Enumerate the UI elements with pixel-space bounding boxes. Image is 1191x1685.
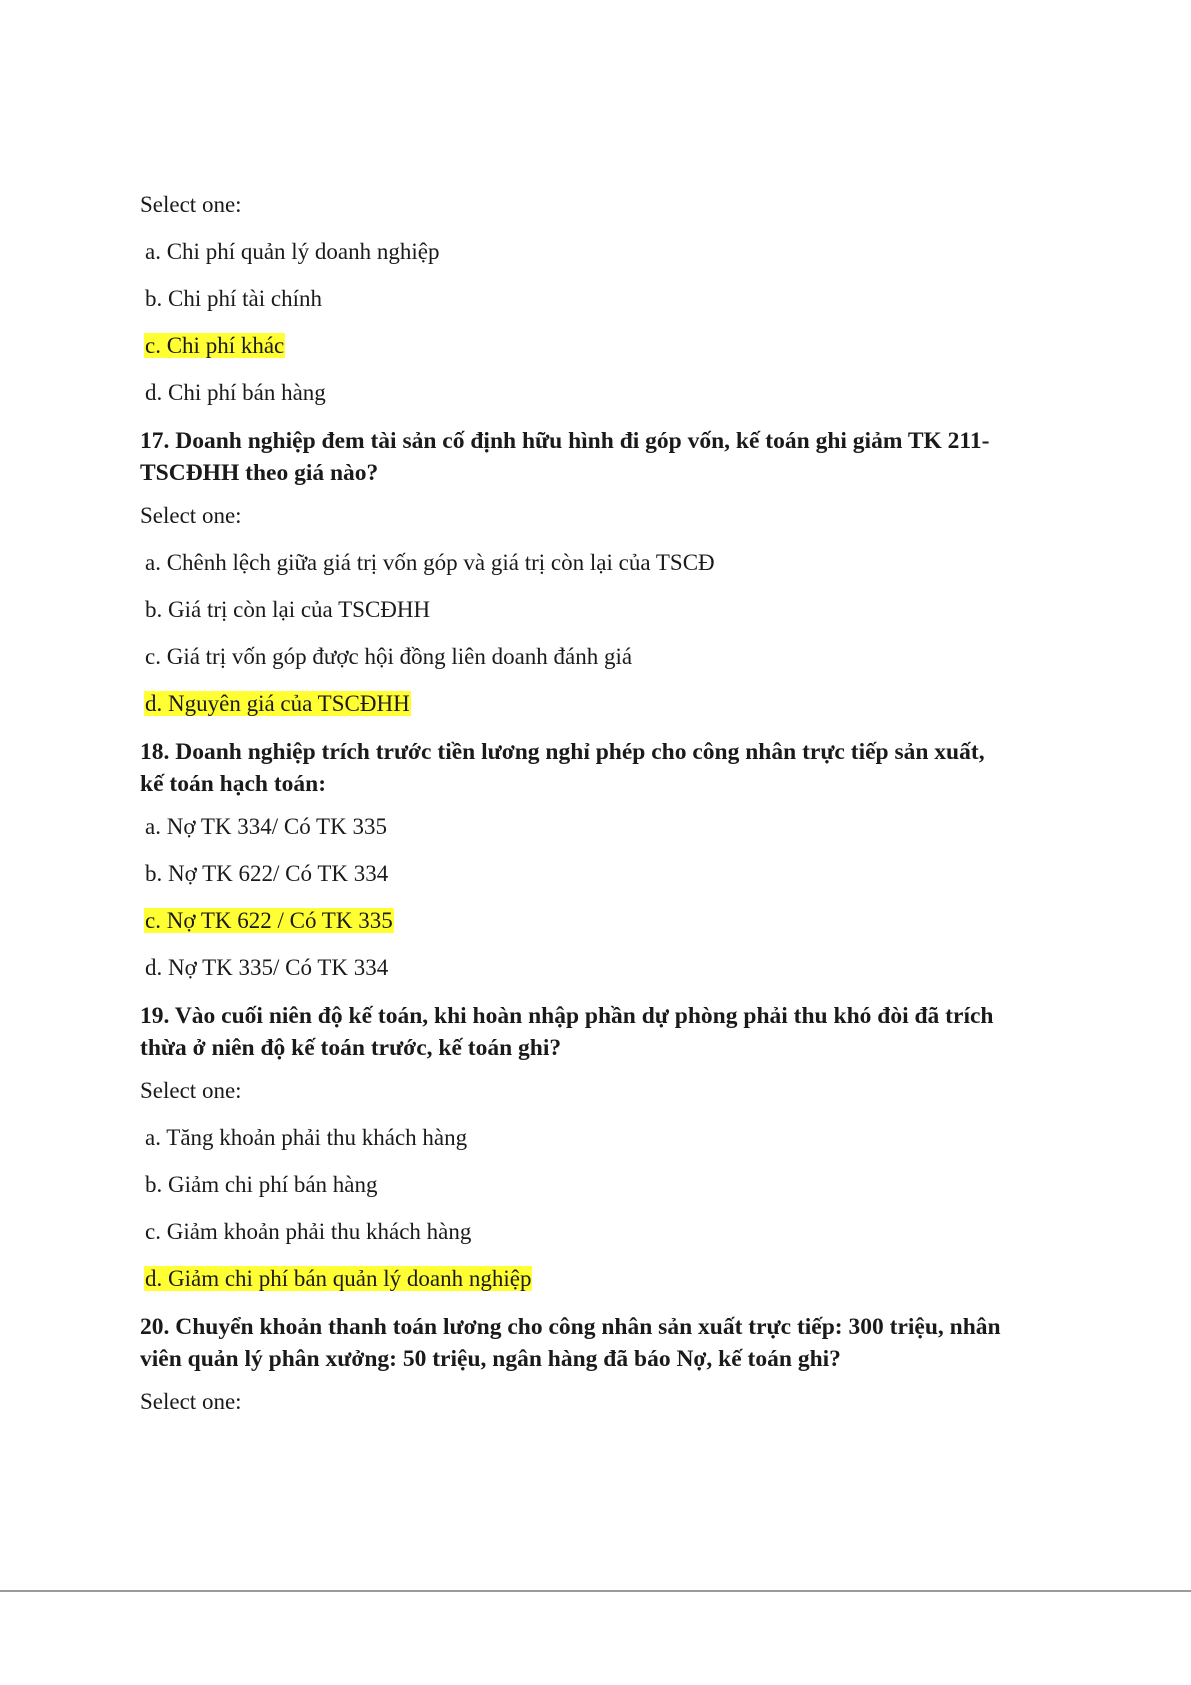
option-b[interactable] (144, 1170, 1060, 1200)
question-text (140, 425, 1060, 489)
question-17 (140, 425, 1060, 719)
option-d[interactable] (144, 378, 1060, 408)
select-one-label: Select one: (140, 192, 242, 217)
option-a[interactable] (144, 237, 1060, 267)
question-18 (140, 736, 1060, 983)
option-b[interactable] (144, 595, 1060, 625)
question-line-1: 19. Vào cuối niên độ kế toán, khi hoàn nhập phần dự phòng phải thu khó đòi đã trích (140, 1003, 994, 1029)
question-text (140, 1311, 1060, 1375)
option-text: b. Giảm chi phí bán hàng (145, 1172, 378, 1197)
select-one-label: Select one: (140, 1389, 242, 1414)
question-text (140, 1000, 1060, 1064)
option-text: d. Giảm chi phí bán quản lý doanh nghiệp (145, 1266, 532, 1291)
option-text: d. Chi phí bán hàng (145, 380, 326, 405)
question-20 (140, 1311, 1060, 1417)
question-line-1: 18. Doanh nghiệp trích trước tiền lương nghỉ phép cho công nhân trực tiếp sản xuất, (140, 739, 985, 765)
option-c-highlighted[interactable] (144, 906, 1060, 936)
select-one-label: Select one: (140, 503, 242, 528)
option-text: a. Nợ TK 334/ Có TK 335 (145, 814, 387, 839)
option-a[interactable] (144, 548, 1060, 578)
option-c-highlighted[interactable] (144, 331, 1060, 361)
option-d-highlighted[interactable] (144, 1264, 1060, 1294)
option-text: a. Chi phí quản lý doanh nghiệp (145, 239, 440, 264)
option-b[interactable] (144, 859, 1060, 889)
question-16-answers (140, 190, 1060, 408)
select-one-label: Select one: (140, 1078, 242, 1103)
option-a[interactable] (144, 812, 1060, 842)
question-line-1: 20. Chuyển khoản thanh toán lương cho công nhân sản xuất trực tiếp: 300 triệu, nhân (140, 1314, 1001, 1340)
quiz-content (140, 190, 1060, 1434)
option-d[interactable] (144, 953, 1060, 983)
next-page-area (0, 1592, 1191, 1685)
option-text: d. Nợ TK 335/ Có TK 334 (145, 955, 389, 980)
option-text: c. Giảm khoản phải thu khách hàng (145, 1219, 472, 1244)
question-line-2: thừa ở niên độ kế toán trước, kế toán ghi? (140, 1035, 562, 1061)
option-b[interactable] (144, 284, 1060, 314)
question-19 (140, 1000, 1060, 1294)
option-text: b. Nợ TK 622/ Có TK 334 (145, 861, 389, 886)
option-c[interactable] (144, 642, 1060, 672)
question-text (140, 736, 1060, 800)
option-text: b. Giá trị còn lại của TSCĐHH (145, 597, 431, 622)
option-text: a. Tăng khoản phải thu khách hàng (145, 1125, 468, 1150)
question-line-1: 17. Doanh nghiệp đem tài sản cố định hữu hình đi góp vốn, kế toán ghi giảm TK 211- (140, 428, 990, 454)
option-text: c. Nợ TK 622 / Có TK 335 (145, 908, 393, 933)
option-text: a. Chênh lệch giữa giá trị vốn góp và giá trị còn lại của TSCĐ (145, 550, 715, 575)
option-text: c. Giá trị vốn góp được hội đồng liên doanh đánh giá (145, 644, 633, 669)
option-d-highlighted[interactable] (144, 689, 1060, 719)
option-a[interactable] (144, 1123, 1060, 1153)
option-text: d. Nguyên giá của TSCĐHH (145, 691, 410, 716)
question-line-2: viên quản lý phân xưởng: 50 triệu, ngân hàng đã báo Nợ, kế toán ghi? (140, 1346, 841, 1372)
question-line-2: TSCĐHH theo giá nào? (140, 460, 379, 486)
question-line-2: kế toán hạch toán: (140, 771, 327, 797)
option-c[interactable] (144, 1217, 1060, 1247)
option-text: b. Chi phí tài chính (145, 286, 322, 311)
option-text: c. Chi phí khác (145, 333, 285, 358)
